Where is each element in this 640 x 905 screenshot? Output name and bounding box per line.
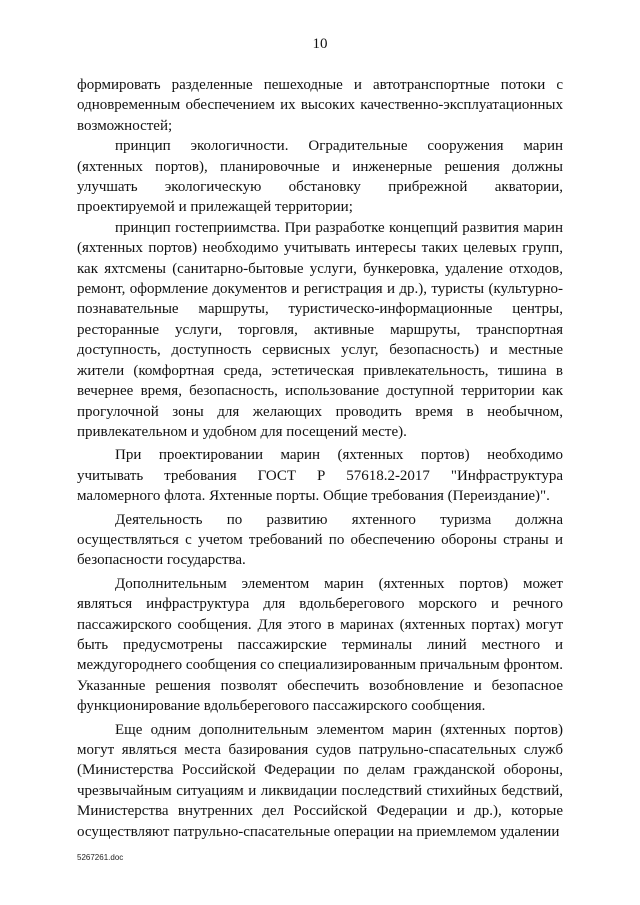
paragraph-ecology-principle: принцип экологичности. Оградительные сооружения марин (яхтенных портов), планировочные и инженерные решения должны улучшать экологическую обстановку прибрежной акватории, проектируемой и прилежащей территории; (77, 138, 563, 216)
document-body (77, 75, 563, 842)
paragraph-yacht-tourism-activity: Деятельность по развитию яхтенного туризма должна осуществляться с учетом требований по обеспечению обороны страны и безопасности государства. (77, 511, 563, 569)
paragraph-gost-requirements: При проектировании марин (яхтенных портов) необходимо учитывать требования ГОСТ Р 57618.2-2017 "Инфраструктура маломерного флота. Яхтенные порты. Общие требования (Переиздание)". (77, 447, 563, 505)
paragraph-passenger-infrastructure: Дополнительным элементом марин (яхтенных портов) может являться инфраструктура для вдольберегового морского и речного пассажирского сообщения. Для этого в маринах (яхтенных портах) могут быть предусмотрены пассажирские терминалы линий местного и междугороднего сообщения со специализированным причальным фронтом. Указанные решения позволят обеспечить возобновление и безопасное функционирование вдольберегового пассажирского сообщения. (77, 575, 563, 715)
page-number: 10 (312, 36, 328, 52)
document-filename: 5267261.doc (77, 853, 124, 862)
paragraph-rescue-services: Еще одним дополнительным элементом марин (яхтенных портов) могут являться места базирования судов патрульно-спасательных служб (Министерства Российской Федерации по делам гражданской обороны, чрезвычайным ситуациям и ликвидации последствий стихийных бедствий, Министерства внутренних дел Российской Федерации и др.), которые осуществляют патрульно-спасательные операции на приемлемом удалении (77, 721, 563, 840)
paragraph-hospitality-principle: принцип гостеприимства. При разработке концепций развития марин (яхтенных портов) необходимо учитывать интересы таких целевых групп, как яхтсмены (санитарно-бытовые услуги, бункеровка, удаление отходов, ремонт, оформление документов и регистрация и др.), туристы (культурно-познавательные маршруты, туристическо-информационные центры, ресторанные услуги, торговля, активные маршруты, транспортная доступность, доступность сервисных услуг, безопасность) и местные жители (комфортная среда, эстетическая привлекательность, тишина в вечернее время, безопасность, использование доступной территории как прогулочной зоны для желающих проводить время в необычном, привлекательном и удобном для посещений месте). (77, 219, 563, 440)
paragraph-continuation: формировать разделенные пешеходные и автотранспортные потоки с одновременным обеспечением их высоких качественно-эксплуатационных возможностей; (77, 77, 563, 134)
